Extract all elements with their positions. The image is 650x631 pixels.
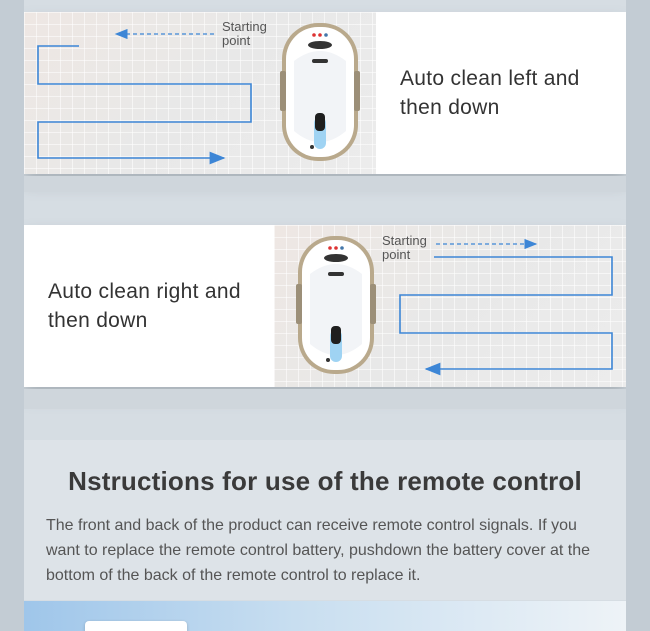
section-divider <box>24 389 626 409</box>
mode-caption: Auto clean right and then down <box>48 280 241 332</box>
cleaning-path-illustration <box>24 12 376 174</box>
window-cleaning-robot-icon <box>296 234 376 381</box>
window-cleaning-robot-icon <box>280 21 360 168</box>
mode-card-left-down <box>24 12 626 174</box>
starting-point-label: Starting point <box>222 19 267 48</box>
mode-caption-panel <box>376 12 626 174</box>
section-body-text: The front and back of the product can receive remote control signals. If you want to replace the remote control battery, pushdown the battery cover at the bottom of the back of the remote control to replace it. <box>46 517 591 584</box>
section-title: Nstructions for use of the remote control <box>68 466 582 496</box>
section-divider <box>24 176 626 192</box>
remote-control-instructions <box>24 440 626 600</box>
mode-card-right-down <box>24 225 626 387</box>
cleaning-path-line <box>38 46 251 158</box>
mode-caption: Auto clean left and then down <box>400 67 580 119</box>
next-section-banner <box>24 601 626 631</box>
banner-button[interactable] <box>85 621 187 631</box>
page <box>24 0 626 631</box>
starting-point-label: Starting point <box>382 233 427 262</box>
mode-caption-panel <box>24 225 274 387</box>
cleaning-path-line <box>400 257 612 369</box>
